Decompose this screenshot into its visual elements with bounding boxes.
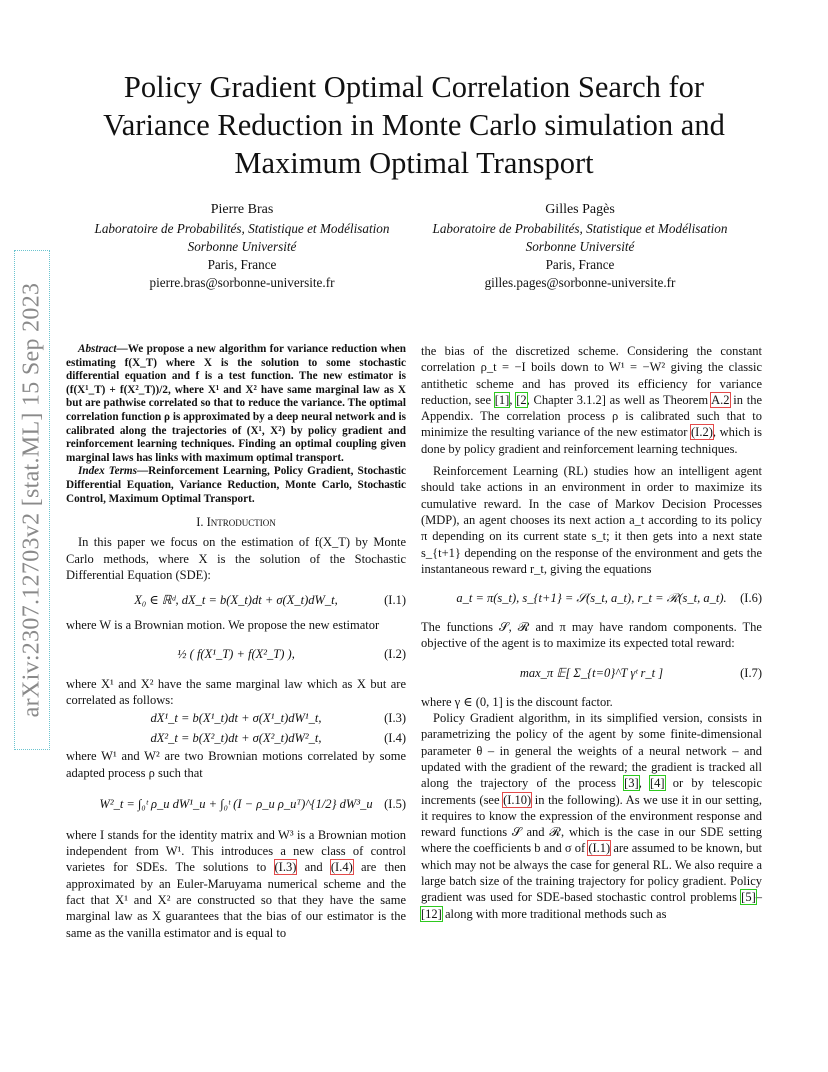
equation-i7: [421, 658, 762, 688]
author-block-1: [60, 201, 424, 292]
theorem-link-a2[interactable]: A.2: [711, 392, 730, 407]
section-heading: I. Introduction: [196, 515, 276, 530]
abstract-text: —We propose a new algorithm for variance reduction when estimating f(X_T) where X is the solution to some stochastic differential equation and f is a test function. The new estimator is (f(X¹_T) + f(X²_T))/2, where X¹ and X² have same marginal law as X but are pathwise correlated so that to reduce the variance. The optimal correlation function ρ is approximated by a deep neural network and is calibrated along the trajectories of (X¹, X²) by policy gradient and reinforcement learning techniques. Finding an optimal coupling given marginal laws has links with maximum optimal transport.: [66, 343, 406, 464]
text-run: in the following). As we use it in our setting, it requires to know the expression of the environment response and reward functions 𝒮 and ℛ, which is the case in our SDE setting where the coefficients b and σ of: [421, 792, 762, 856]
paragraph: [66, 827, 406, 941]
equation-number: (I.5): [384, 796, 406, 811]
equation-i4: [66, 728, 406, 748]
author-name: Pierre Bras: [210, 202, 274, 217]
title-line-2: Variance Reduction in Monte Carlo simulation and: [103, 108, 725, 142]
equation-number: (I.1): [384, 593, 406, 608]
equation-i5: [66, 785, 406, 823]
text-run: , Chapter 3.1.2] as well as Theorem: [526, 392, 712, 407]
equation-number: (I.3): [384, 711, 406, 726]
left-column: [66, 343, 406, 941]
abstract-label: Abstract: [78, 343, 117, 355]
equation-link-i4[interactable]: (I.4): [330, 860, 353, 875]
paragraph: where W¹ and W² are two Brownian motions correlated by some adapted process ρ such that: [66, 749, 406, 780]
text-run: are then approximated by an Euler-Maruyama numerical scheme and the fact that X¹ and X² are constructed so that they have the same marginal law as X guarantees that the bias of our estimator is the same as the vanilla estimator and is equal to: [66, 860, 407, 940]
citation-link-5[interactable]: [5]: [741, 890, 756, 905]
equation-expression: a_t = π(s_t), s_{t+1} = 𝒮(s_t, a_t), r_t = ℛ(s_t, a_t).: [456, 591, 727, 605]
equation-link-i1[interactable]: (I.1): [588, 841, 611, 856]
text-run: , which is done by policy gradient and reinforcement learning techniques.: [421, 425, 763, 456]
index-terms-label: Index Terms: [78, 465, 137, 478]
paragraph: [421, 343, 762, 457]
text-run: or by telescopic increments (see: [421, 776, 762, 807]
text-run: and: [296, 860, 331, 875]
equation-i3: [66, 708, 406, 728]
author-name: Gilles Pagès: [545, 202, 615, 217]
equation-link-i3[interactable]: (I.3): [274, 860, 297, 875]
title-line-3: Maximum Optimal Transport: [234, 146, 594, 180]
equation-link-i2[interactable]: (I.2): [691, 425, 713, 440]
text-run: –: [755, 890, 762, 905]
equation-link-i10[interactable]: (I.10): [503, 792, 532, 807]
text-run: are assumed to be known, but which may not be always the case for general RL. We also require a large batch size of the training trajectory for policy gradient. Policy gradient was used for SDE-based stochastic control problems: [421, 841, 762, 905]
author-email[interactable]: gilles.pages@sorbonne-universite.fr: [484, 275, 676, 290]
author-affiliation: Laboratoire de Probabilités, Statistique et Modélisation: [94, 221, 390, 236]
equation-number: (I.4): [384, 731, 406, 746]
equation-expression: ½ ( f(X¹_T) + f(X²_T) ),: [177, 647, 295, 662]
author-location: Paris, France: [545, 257, 615, 272]
paragraph: where W is a Brownian motion. We propose the new estimator: [66, 618, 380, 633]
text-run: the bias of the discretized scheme. Considering the constant correlation ρ_t = −I boils down to W¹ = −W² giving the classic antithetic scheme and has proved its efficiency for variance reduction, see: [421, 344, 762, 407]
index-terms: [66, 465, 406, 506]
text-run: ,: [509, 392, 517, 407]
equation-i2: [66, 636, 406, 674]
index-terms-text: —Reinforcement Learning, Policy Gradient, Stochastic Differential Equation, Variance Reduction, Monte Carlo, Stochastic Control, Maximum Optimal Transport.: [66, 465, 406, 505]
equation-expression: dX²_t = b(X²_t)dt + σ(X²_t)dW²_t,: [150, 731, 322, 746]
paragraph: where X¹ and X² have the same marginal law which as X but are correlated as follows:: [66, 676, 406, 707]
text-run: in the Appendix. The correlation process ρ is calibrated such that to minimize the resulting variance of the new estimator: [421, 392, 763, 440]
arxiv-stamp: [14, 250, 50, 750]
paragraph: [421, 710, 762, 922]
citation-link-1[interactable]: [1]: [494, 392, 510, 407]
citation-link-3[interactable]: [3]: [624, 776, 639, 791]
text-run: Policy Gradient algorithm, in its simplified version, consists in parametrizing the policy of the agent by some finite-dimensional parameter θ – in general the weights of a neural network – and updated with the gradient of the reward; the gradient is tracked all along the trajectory of the process: [421, 711, 762, 791]
title-line-1: Policy Gradient Optimal Correlation Search for: [123, 70, 705, 104]
paragraph: In this paper we focus on the estimation of f(X_T) by Monte Carlo methods, where X is the solution of the Stochastic Differential Equation (SDE):: [66, 535, 406, 583]
equation-expression: max_π 𝔼[ Σ_{t=0}^T γᵗ r_t ]: [519, 665, 664, 680]
equation-expression: W²_t = ∫₀ᵗ ρ_u dW¹_u + ∫₀ᵗ (I − ρ_u ρ_uᵀ)^{1/2} dW³_u: [99, 796, 373, 811]
author-email[interactable]: pierre.bras@sorbonne-universite.fr: [149, 275, 335, 290]
equation-expression: dX¹_t = b(X¹_t)dt + σ(X¹_t)dW¹_t,: [150, 711, 322, 726]
text-run: ,: [638, 776, 651, 791]
equation-number: (I.6): [740, 591, 762, 605]
equation-number: (I.7): [740, 665, 762, 680]
citation-link-12[interactable]: [12]: [421, 906, 442, 921]
paragraph: The functions 𝒮, ℛ and π may have random components. The objective of the agent is to maximize its expected total reward:: [421, 620, 762, 651]
equation-expression: X₀ ∈ ℝᵈ, dX_t = b(X_t)dt + σ(X_t)dW_t,: [134, 593, 338, 608]
paragraph: where γ ∈ (0, 1] is the discount factor.: [421, 694, 613, 709]
author-university: Sorbonne Université: [525, 239, 635, 254]
text-run: along with more traditional methods such as: [441, 906, 667, 921]
abstract: [66, 343, 406, 465]
arxiv-identifier: arXiv:2307.12703v2 [stat.ML] 15 Sep 2023: [18, 282, 45, 718]
author-affiliation: Laboratoire de Probabilités, Statistique et Modélisation: [432, 221, 728, 236]
equation-number: (I.2): [384, 647, 406, 662]
equation-i1: [66, 587, 406, 613]
citation-link-4[interactable]: [4]: [650, 776, 665, 791]
paragraph: Reinforcement Learning (RL) studies how an intelligent agent should take actions in an environment in order to maximize its cumulative reward. In the case of Markov Decision Processes (MDP), an agent chooses its next action a_t according to its policy π depending on its current state s_t; it then gets into a next state s_{t+1} depending on the response of the environment and gets the instantaneous reward r_t, giving the equations: [421, 464, 762, 576]
author-university: Sorbonne Université: [187, 239, 297, 254]
citation-link-2[interactable]: [2: [516, 392, 527, 407]
author-block-2: [400, 201, 760, 292]
author-location: Paris, France: [207, 257, 277, 272]
text-run: where I stands for the identity matrix and W³ is a Brownian motion independent from W¹. This introduces a new class of control varietes for SDEs. The solutions to: [66, 827, 406, 875]
right-column: [421, 343, 762, 922]
equation-i6: [421, 583, 762, 613]
paper-title: [60, 68, 768, 182]
